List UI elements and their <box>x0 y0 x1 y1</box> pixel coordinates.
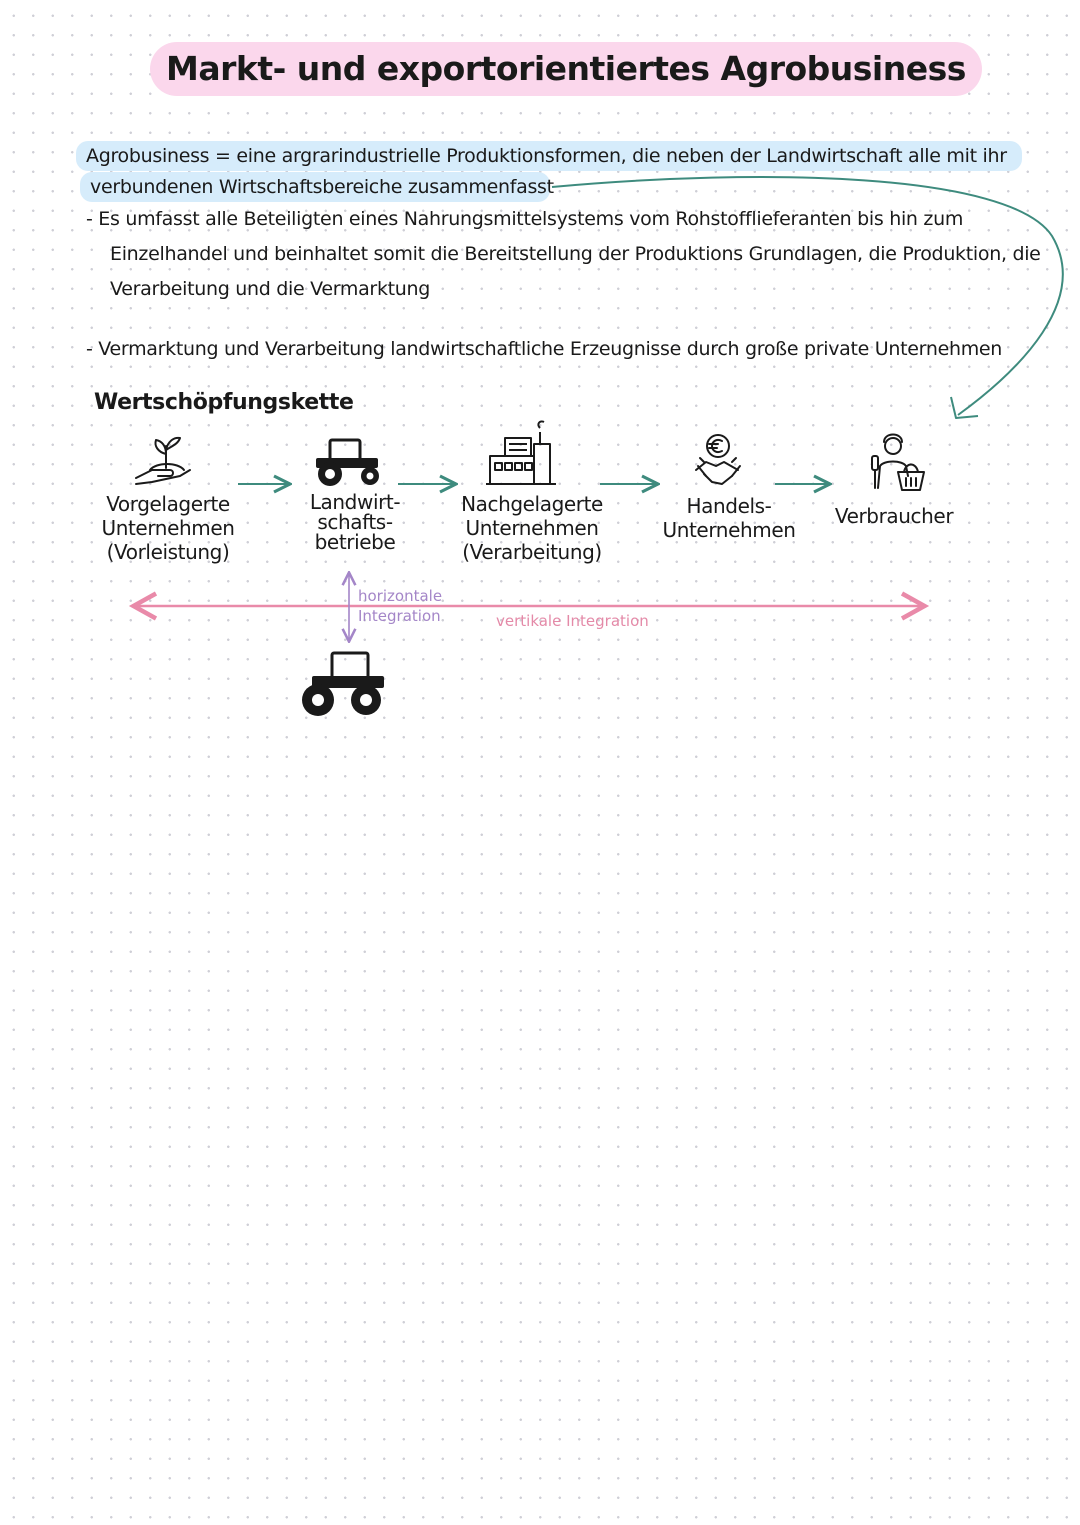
definition-line: Agrobusiness = eine argrarindustrielle Produktionsformen, die neben der Landwirtschaft alle mit ihr <box>86 145 1007 167</box>
tractor-icon <box>316 440 379 486</box>
stage-label-verbraucher: Verbraucher <box>834 504 954 528</box>
factory-icon <box>486 421 556 484</box>
tractor-icon <box>302 653 384 716</box>
definition-to-consumer-arrowhead <box>951 397 978 418</box>
horizontal-integration-label: horizontale Integration <box>358 587 443 625</box>
vertical-integration-label: vertikale Integration <box>496 612 649 630</box>
handshake-euro-icon <box>696 435 740 484</box>
stage-label-landwirtschaft: Landwirt- schafts- betriebe <box>309 490 401 554</box>
page-title: Markt- und exportorientiertes Agrobusiness <box>150 42 982 96</box>
definition-line: verbundenen Wirtschaftsbereiche zusammenfasst <box>90 176 554 198</box>
stage-label-vorgelagerte: Vorgelagerte Unternehmen (Vorleistung) <box>101 492 235 564</box>
bullet-line: Verarbeitung und die Vermarktung <box>110 278 431 300</box>
sprout-hand-icon <box>136 438 190 484</box>
definition-to-consumer-arrow <box>552 177 1063 415</box>
stage-label-handel: Handels- Unternehmen <box>662 494 796 542</box>
shopper-basket-icon <box>872 435 924 491</box>
chain-heading: Wertschöpfungskette <box>94 390 354 415</box>
stage-label-nachgelagerte: Nachgelagerte Unternehmen (Verarbeitung) <box>461 492 603 564</box>
bullet-line: Einzelhandel und beinhaltet somit die Bereitstellung der Produktions Grundlagen, die Produktion, die <box>110 243 1041 265</box>
bullet-line: - Es umfasst alle Beteiligten eines Nahrungsmittelsystems vom Rohstofflieferanten bis hin zum <box>86 208 964 230</box>
bullet-line: - Vermarktung und Verarbeitung landwirtschaftliche Erzeugnisse durch große private Unternehmen <box>86 338 1003 360</box>
